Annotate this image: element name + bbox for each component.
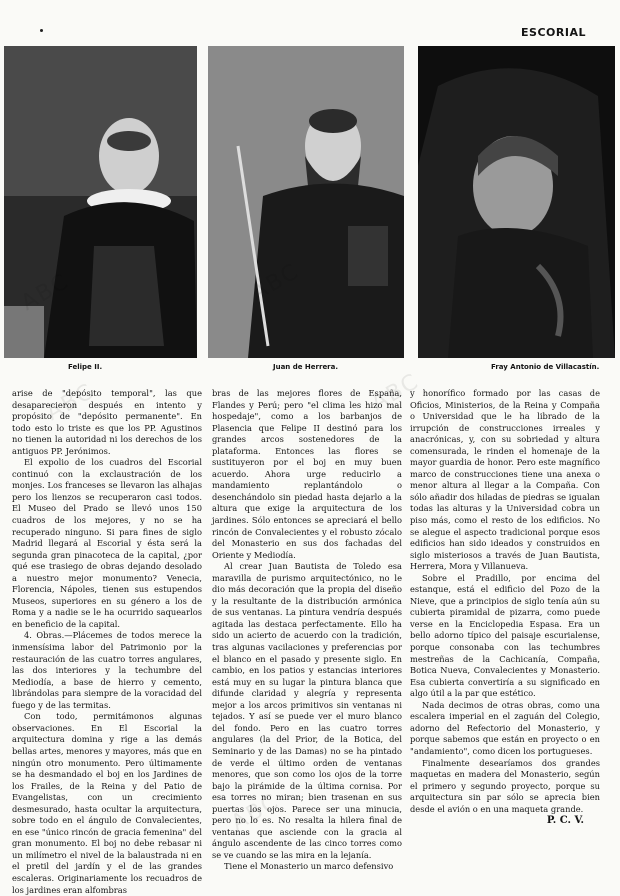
watermark: ABC [367,368,424,417]
watermark: ABC [227,788,284,837]
paragraph: Tiene el Monasterio un marco defensivo [224,861,394,872]
text-column-1 [12,388,202,896]
paragraph: El expolio de los cuadros del Escorial continuó con la exclaustración de los monjes. Los franceses se llevaron las alhajas pero los lienzos se recuperaron casi todos. El Museo del Prado se llevó unos 150 cuadros de los mejores, y no se ha recuperado ninguno. Si para fines de siglo Madrid llegará al Escorial y ésta será la segunda gran pinacoteca de la capital, ¿por qué ese trasiego de obras dejando desolado a nuestro mejor monumento? Venecia, Florencia, Nápoles, tienen sus estupendos Museos, superiores en su género a los de Roma y a nadie se le ha ocurrido saquearlos en beneficio de la capital. [12,457,202,629]
paragraph: Sobre el Pradillo, por encima del estanque, está el edificio del Pozo de la Nieve, que a principios de siglo tenía aún su cubierta piramidal de pizarra, como puede verse en la Enciclopedia Espasa. Era un bello adorno típico del paisaje escurialense, porque consonaba con las techumbres mestreñas de la Cachicanía, Compaña, Botica Nueva, Convalecientes y Monasterio. Esa cubierta convertiría a su significado en algo útil a la par que estético. [410,572,600,699]
caption-felipe-ii: Felipe II. [68,363,103,371]
paragraph: Al crear Juan Bautista de Toledo esa maravilla de purismo arquitectónico, no le dio más decoración que la propia del diseño y la resultante de la distribución armónica de sus ventanas. La pintura vendría después agitada las destaca perfectamente. Ello ha sido un acierto de acuerdo con la tradición, tras algunas vacilaciones y preferencias por el blanco en el pasado y presente siglo. En cambio, en los patios y estancias interiores está muy en su lugar la pintura blanca que difunde claridad y alegría y representa mejor a los arcos primitivos sin ventanas ni tejados. Y así se puede ver el muro blanco del fondo. Pero en las cuatro torres angulares (la del Prior, de la Botica, del Seminario y de las Damas) no se ha pintado de verde el último orden de ventanas menores, que son como los ojos de la torre bajo la pirámide de la última cornisa. Por esa torres no miran; bien trasenan en sus puertas los ojos. Parece ser una minucia, pero no lo es. No resalta la hilera final de ventanas que asciende con la gracia al ángulo ascendente de las cinco torres como se ve cuando se las mira en la lejanía. [212,561,402,860]
paragraph: bras de las mejores flores de España, Flandes y Perú; pero "el clima les hizo mal hospedaje", como a los barbanjos de Plasencia que Felipe II destinó para los grandes arcos sostenedores de la plataforma. Entonces las flores se sustituyeron por el boj en muy buen acuerdo. Ahora urge reducirlo a mandamiento replantándolo o desenchándolo sin piedad hasta dejarlo a la altura que exige la arquitectura de los jardines. Sólo entonces se apreciará el bello rincón de Convalecientes y el robusto zócalo del Monasterio en sus dos fachadas del Oriente y Mediodía. [212,388,402,560]
caption-juan-de-herrera: Juan de Herrera. [273,363,339,371]
portrait-fray-antonio-image [418,46,615,358]
author-signature: P. C. V. [546,815,584,826]
paragraph: Con todo, permitámonos algunas observaciones. En El Escorial la arquitectura domina y rige a las demás bellas artes, menores y mayores, más que en ningún otro monumento. Pero últimamente se ha desmandado el boj en los Jardines de los Frailes, de la Reina y del Patio de Evangelistas, con un crecimiento desmesurado, hasta ocultar la arquitectura, sobre todo en el ángulo de Convalecientes, en ese "único rincón de gracia femenina" del gran monumento. El boj no debe rebasar ni un milímetro el nivel de la balaustrada ni en el pretil del jardín y el de las grandes escaleras. Originariamente los recuadros de los jardines eran alfombras [12,711,202,895]
text-column-2 [212,388,402,873]
watermark: ABC [42,378,99,427]
paragraph: 4. Obras.—Plácemes de todos merece la inmensísima labor del Patrimonio por la restauración de las cuatro torres angulares, las dos interiores y la techumbre del Mediodía, a base de hierro y cemento, librándolas para siempre de la voracidad del fuego y de las termitas. [12,630,202,710]
section-header: ESCORIAL [521,26,586,39]
paragraph: Finalmente desearíamos dos grandes maquetas en madera del Monasterio, según el primero y segundo proyecto, porque su arquitectura sin par sólo se aprecia bien desde el avión o en una maqueta grande. [410,757,600,814]
page-dot [40,29,43,32]
watermark: ABC [247,258,304,307]
caption-fray-antonio: Fray Antonio de Villacastín. [491,363,600,371]
photo-juan-de-herrera [208,46,404,358]
watermark: ABC [17,268,74,317]
paragraph: Nada decimos de otras obras, como una escalera imperial en el zaguán del Colegio, adorno del Refectorio del Monasterio, y porque sabemos que están en proyecto o en "andamiento", como dicen los portugueses. [410,699,600,756]
photo-fray-antonio [418,46,615,358]
paragraph: y honorífico formado por las casas de Oficios, Ministerios, de la Reina y Compaña o Universidad que le ha librado de la irrupción de construcciones irreales y anacrónicas, y, con su sobriedad y altura comensurada, le rinden el homenaje de la mayor guardia de honor. Pero este magnífico marco de construcciones tiene una anexa o menor altura al llegar a la Compaña. Con sólo añadir dos hiladas de piedras se igualan todas las alturas y la Universidad cobra un piso más, como el resto de los edificios. No se alegue el aspecto tradicional porque esos edificios han sido ideados y construidos en siglo misteriosos a través de Juan Bautista, Herrera, Mora y Villanueva. [410,388,600,572]
portrait-juan-de-herrera-image [208,46,404,358]
text-column-3 [410,388,600,815]
paragraph: arise de "depósito temporal", las que desaparecieron después en intento y propósito de "depósito permanente". En todo esto lo triste es que los PP. Agustinos no tienen la autoridad ni los derechos de los antiguos PP. Jerónimos. [12,388,202,456]
